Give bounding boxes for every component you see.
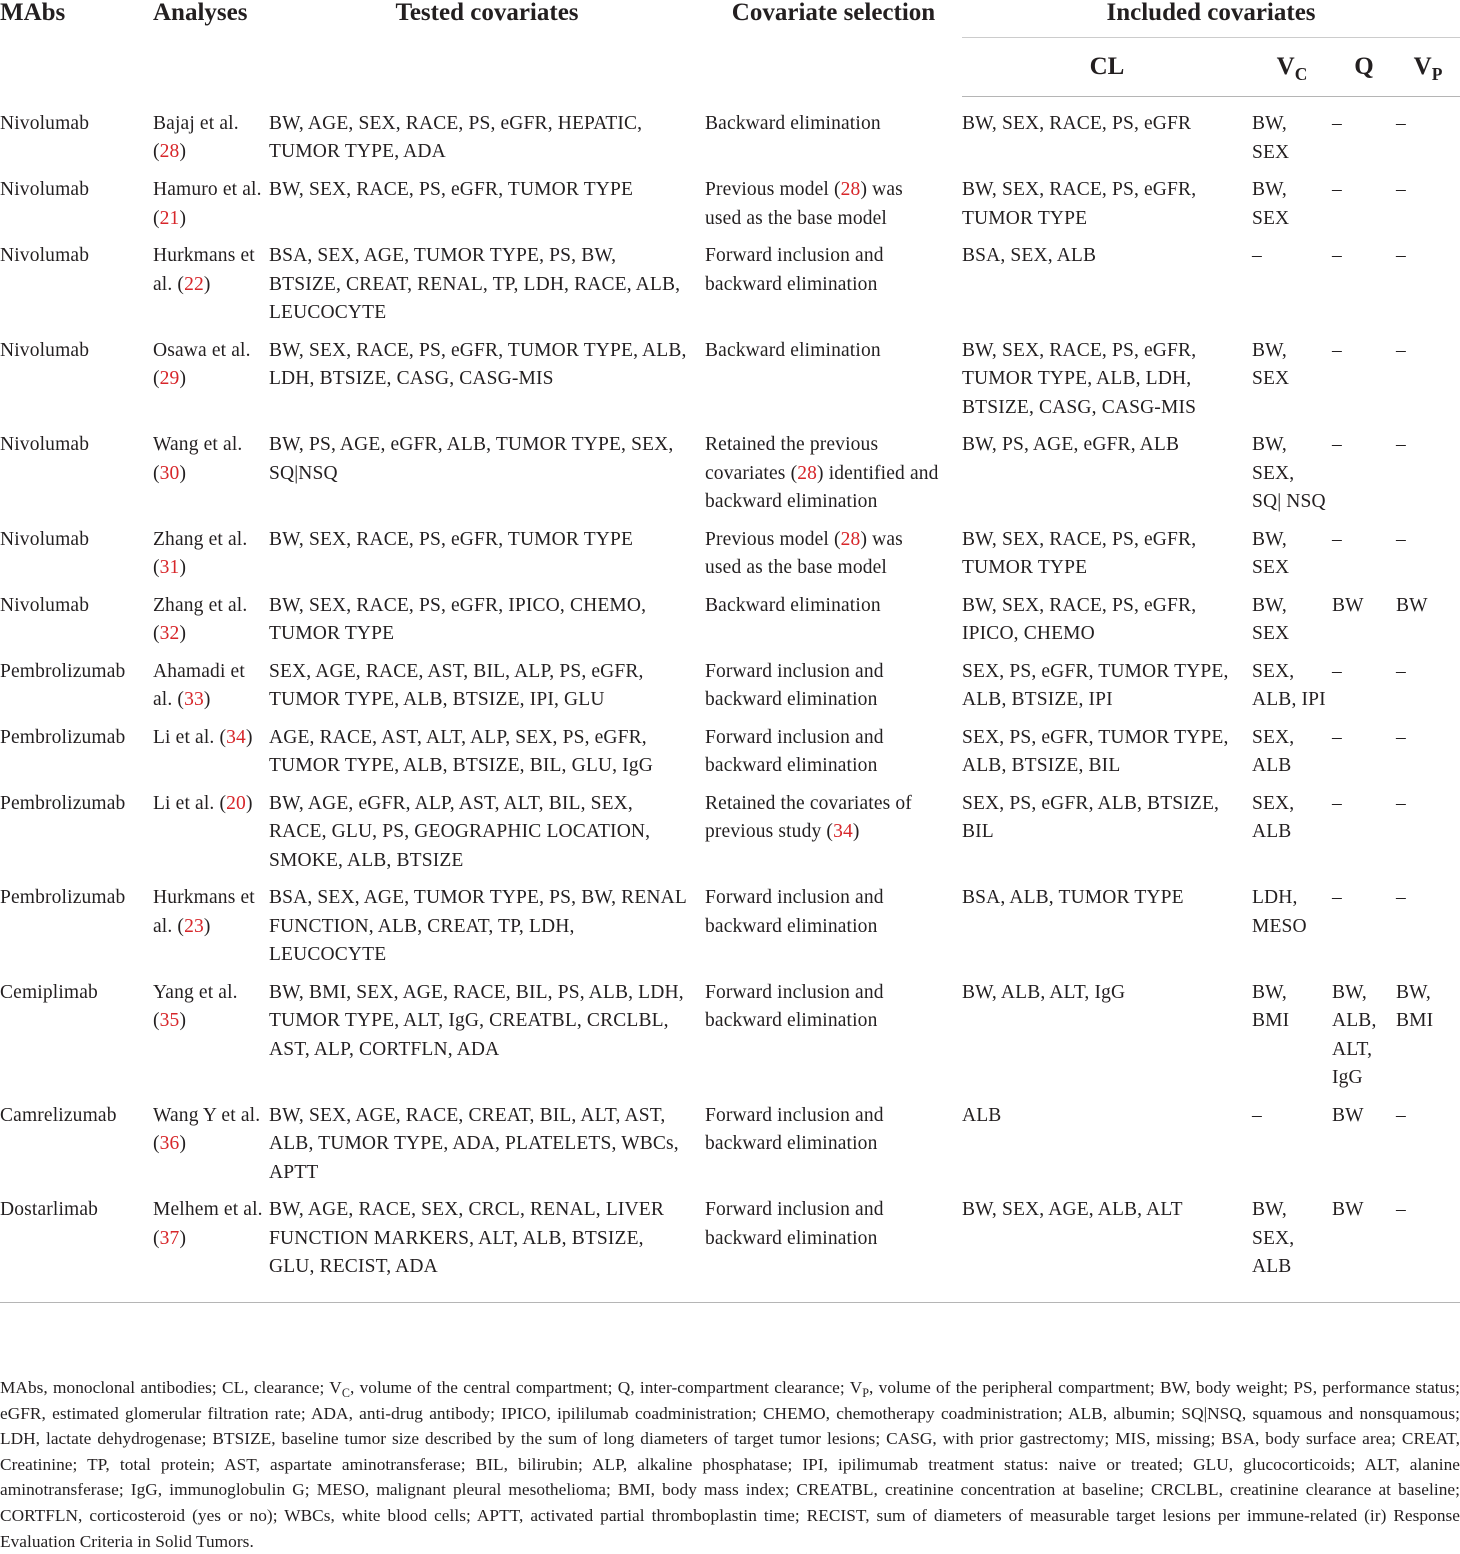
cell-cl: BW, SEX, RACE, PS, eGFR, TUMOR TYPE <box>962 528 1197 578</box>
cell-q: BW <box>1332 1104 1364 1126</box>
cell-vp: – <box>1396 887 1406 908</box>
cell-q: – <box>1332 792 1342 814</box>
cell-analysis: Hurkmans et al. (23) <box>153 887 255 937</box>
cell-covariate-selection <box>705 97 962 177</box>
cell-vc: – <box>1252 1104 1262 1126</box>
header-included-covariates: Included covariates <box>962 0 1460 38</box>
header-q: Q <box>1332 38 1396 97</box>
selection-text: Forward inclusion and backward elimination <box>705 726 884 776</box>
reference-link[interactable]: 21 <box>159 207 180 229</box>
reference-link[interactable]: 28 <box>797 462 818 484</box>
selection-text: Backward elimination <box>705 339 881 361</box>
cell-tested-covariates: AGE, RACE, AST, ALT, ALP, SEX, PS, eGFR, TUMOR TYPE, ALB, BTSIZE, BIL, GLU, IgG <box>269 726 653 776</box>
header-analyses: Analyses <box>153 0 248 26</box>
cell-q: – <box>1332 726 1342 748</box>
cell-mab: Nivolumab <box>0 179 90 200</box>
reference-link[interactable]: 31 <box>159 557 180 578</box>
cell-covariate-selection <box>705 790 962 885</box>
cell-q: – <box>1332 113 1342 134</box>
cell-vc: LDH, MESO <box>1252 887 1307 937</box>
cell-q: – <box>1332 179 1342 200</box>
reference-link[interactable]: 29 <box>159 368 180 389</box>
table-row <box>0 979 1460 1102</box>
cell-mab: Dostarlimab <box>0 1196 153 1302</box>
cell-mab: Nivolumab <box>0 528 90 550</box>
reference-link[interactable]: 22 <box>184 273 204 295</box>
cell-tested-covariates: BSA, SEX, AGE, TUMOR TYPE, PS, BW, RENAL FUNCTION, ALB, CREAT, TP, LDH, LEUCOCYTE <box>269 887 687 965</box>
cell-vc: BW, SEX <box>1252 528 1290 578</box>
analysis-author: Li et al. <box>153 726 215 748</box>
reference-link[interactable]: 34 <box>833 821 853 842</box>
table-row <box>0 526 1460 592</box>
cell-analysis: Li et al. (34) <box>153 726 253 748</box>
header-vc-main: V <box>1276 53 1295 80</box>
selection-text-end: ) was used as the base model <box>705 528 903 578</box>
cell-analysis: Hamuro et al. (21) <box>153 179 262 229</box>
cell-tested-covariates: BW, SEX, AGE, RACE, CREAT, BIL, ALT, AST, ALB, TUMOR TYPE, ADA, PLATELETS, WBCs, APTT <box>269 1104 679 1183</box>
cell-mab: Pembrolizumab <box>0 792 126 814</box>
selection-text: Forward inclusion and backward elimination <box>705 1199 884 1249</box>
header-covariate-selection: Covariate selection <box>731 0 936 26</box>
table-row <box>0 242 1460 337</box>
header-mabs: MAbs <box>0 0 66 26</box>
cell-vp: – <box>1396 660 1406 682</box>
cell-tested-covariates: SEX, AGE, RACE, AST, BIL, ALP, PS, eGFR, TUMOR TYPE, ALB, BTSIZE, IPI, GLU <box>269 660 644 710</box>
table-row <box>0 592 1460 658</box>
selection-text: Retained the covariates of previous study ( <box>705 792 912 842</box>
analysis-author: Hurkmans et al. <box>153 887 255 937</box>
cell-q: – <box>1332 339 1342 361</box>
cell-covariate-selection <box>705 592 962 658</box>
cell-cl: BW, PS, AGE, eGFR, ALB <box>962 434 1180 455</box>
table-row <box>0 337 1460 432</box>
header-vp <box>1396 38 1460 97</box>
cell-mab: Cemiplimab <box>0 981 98 1003</box>
footnote-sub-c: C <box>341 1386 350 1401</box>
cell-cl: BSA, SEX, ALB <box>962 245 1097 266</box>
cell-analysis: Osawa et al. (29) <box>153 339 251 389</box>
cell-mab: Nivolumab <box>0 434 90 455</box>
cell-analysis: Li et al. (20) <box>153 792 253 814</box>
selection-text-end: ) identified and backward elimination <box>705 462 939 512</box>
cell-vc: SEX, ALB <box>1252 726 1295 776</box>
reference-link[interactable]: 28 <box>159 141 180 162</box>
cell-cl: SEX, PS, eGFR, ALB, BTSIZE, BIL <box>962 792 1220 842</box>
cell-cl: BW, SEX, RACE, PS, eGFR <box>962 113 1192 134</box>
table-row <box>0 431 1460 526</box>
selection-text: Forward inclusion and backward elimination <box>705 660 884 710</box>
reference-link[interactable]: 20 <box>226 792 246 814</box>
analysis-author: Zhang et al. <box>153 594 248 616</box>
cell-tested-covariates: BSA, SEX, AGE, TUMOR TYPE, PS, BW, BTSIZE, CREAT, RENAL, TP, LDH, RACE, ALB, LEUCOCYTE <box>269 245 681 323</box>
cell-q: – <box>1332 434 1342 455</box>
analysis-author: Bajaj et al. <box>153 112 239 134</box>
table-row <box>0 790 1460 885</box>
cell-tested-covariates: BW, SEX, RACE, PS, eGFR, TUMOR TYPE <box>269 179 634 200</box>
cell-tested-covariates: BW, AGE, eGFR, ALP, AST, ALT, BIL, SEX, RACE, GLU, PS, GEOGRAPHIC LOCATION, SMOKE, ALB, BTSIZE <box>269 792 651 871</box>
header-vp-sub: P <box>1431 64 1443 85</box>
cell-mab: Nivolumab <box>0 594 90 616</box>
cell-cl: SEX, PS, eGFR, TUMOR TYPE, ALB, BTSIZE, IPI <box>962 660 1229 710</box>
footnote-part1: MAbs, monoclonal antibodies; CL, clearance; V <box>0 1378 342 1397</box>
cell-covariate-selection <box>705 724 962 790</box>
cell-tested-covariates: BW, SEX, RACE, PS, eGFR, IPICO, CHEMO, TUMOR TYPE <box>269 594 647 644</box>
footnote-sub-p: P <box>862 1386 870 1401</box>
cell-vp: – <box>1396 528 1406 550</box>
cell-vc: – <box>1252 245 1262 266</box>
table-row <box>0 884 1460 979</box>
analysis-author: Hamuro et al. <box>153 179 262 200</box>
cell-vc: BW, SEX <box>1252 179 1290 229</box>
table-row <box>0 658 1460 724</box>
cell-vp: – <box>1396 179 1406 200</box>
analysis-author: Hurkmans et al. <box>153 245 255 295</box>
cell-analysis: Ahamadi et al. (33) <box>153 660 245 710</box>
cell-analysis: Zhang et al. (32) <box>153 594 248 644</box>
cell-cl: BW, SEX, RACE, PS, eGFR, TUMOR TYPE, ALB, LDH, BTSIZE, CASG, CASG-MIS <box>962 339 1197 418</box>
footnote-part3: , volume of the peripheral compartment; BW, body weight; PS, performance status; eGFR, estimated glomerular filtration rate; ADA, anti-drug antibody; IPICO, ipililumab coadministration; CHEMO, chemotherapy coadministration; ALB, albumin; SQ|NSQ, squamous and nonsquamous; LDH, lactate dehydrogenase; BTSIZE, baseline tumor size described by the sum of long diameters of target tumor lesions; CASG, with prior gastrectomy; MIS, missing; BSA, body surface area; CREAT, Creatinine; TP, total protein; AST, aspartate aminotransferase; BIL, bilirubin; ALP, alkaline phosphatase; IPI, ipilimumab treatment status: naive or treated; GLU, glucocorticoids; ALT, alanine aminotransferase; IgG, immunoglobulin G; MESO, malignant pleural mesothelioma; BMI, body mass index; CREATBL, creatinine concentration at baseline; CRCLBL, creatinine clearance at baseline; CORTFLN, corticosteroid (yes or no); WBCs, white blood cells; APTT, activated partial thromboplastin time; RECIST, sum of diameters of measurable target lesions per immune-related (ir) Response Evaluation Criteria in Solid Tumors. <box>0 1378 1460 1551</box>
cell-vp: – <box>1396 1104 1406 1126</box>
analysis-author: Wang et al. <box>153 434 243 455</box>
header-vc-sub: C <box>1294 64 1308 85</box>
reference-link[interactable]: 33 <box>184 689 204 710</box>
cell-q: BW <box>1332 594 1364 616</box>
reference-link[interactable]: 30 <box>159 462 180 484</box>
cell-q: – <box>1332 528 1342 550</box>
cell-vp: – <box>1396 113 1406 134</box>
cell-cl: BW, SEX, RACE, PS, eGFR, TUMOR TYPE <box>962 179 1197 229</box>
cell-vc: BW, SEX <box>1252 594 1290 644</box>
table-row <box>0 176 1460 242</box>
cell-mab: Nivolumab <box>0 112 90 134</box>
header-tested-covariates: Tested covariates <box>395 0 579 26</box>
reference-link[interactable]: 28 <box>840 528 861 550</box>
cell-tested-covariates: BW, SEX, RACE, PS, eGFR, TUMOR TYPE <box>269 528 634 550</box>
selection-text: Forward inclusion and backward elimination <box>705 981 884 1031</box>
cell-analysis: Wang et al. (30) <box>153 434 243 484</box>
cell-vc: SEX, ALB, IPI <box>1252 660 1326 710</box>
cell-q: BW <box>1332 1196 1396 1302</box>
analysis-author: Wang Y et al. <box>153 1104 261 1126</box>
selection-text: Forward inclusion and backward elimination <box>705 1104 884 1154</box>
table-row <box>0 97 1460 177</box>
cell-covariate-selection <box>705 176 962 242</box>
cell-mab: Nivolumab <box>0 339 90 361</box>
cell-covariate-selection <box>705 431 962 526</box>
cell-vc: BW, SEX <box>1252 339 1290 389</box>
footnote-part2: , volume of the central compartment; Q, inter-compartment clearance; V <box>349 1378 863 1397</box>
cell-mab: Pembrolizumab <box>0 726 126 748</box>
selection-text: Backward elimination <box>705 594 881 616</box>
cell-tested-covariates: BW, AGE, RACE, SEX, CRCL, RENAL, LIVER FUNCTION MARKERS, ALT, ALB, BTSIZE, GLU, RECIST, ADA <box>269 1196 705 1302</box>
header-cl: CL <box>962 38 1252 97</box>
cell-vp: BW, BMI <box>1396 981 1434 1031</box>
cell-vp: – <box>1396 1196 1460 1302</box>
selection-text-end: ) was used as the base model <box>705 179 903 229</box>
cell-cl: BW, ALB, ALT, IgG <box>962 981 1126 1003</box>
cell-q: – <box>1332 660 1342 682</box>
cell-cl: BW, SEX, AGE, ALB, ALT <box>962 1196 1252 1302</box>
selection-text: Retained the previous covariates ( <box>705 434 879 484</box>
cell-covariate-selection <box>705 979 962 1102</box>
cell-q: – <box>1332 245 1342 266</box>
cell-covariate-selection <box>705 1102 962 1197</box>
cell-vp: – <box>1396 245 1406 266</box>
cell-vp: – <box>1396 726 1406 748</box>
cell-covariate-selection <box>705 526 962 592</box>
analysis-author: Ahamadi et al. <box>153 660 245 710</box>
selection-text: Previous model ( <box>705 528 841 550</box>
cell-vp: – <box>1396 792 1406 814</box>
table-header <box>0 0 1460 97</box>
selection-text: Backward elimination <box>705 112 881 134</box>
selection-text: Previous model ( <box>705 179 841 200</box>
cell-analysis: Bajaj et al. (28) <box>153 112 239 162</box>
cell-vc: BW, SEX <box>1252 113 1290 163</box>
cell-q: BW, ALB, ALT, IgG <box>1332 981 1377 1088</box>
cell-covariate-selection <box>705 658 962 724</box>
cell-mab: Pembrolizumab <box>0 660 126 682</box>
table-body <box>0 97 1460 1303</box>
cell-vp: – <box>1396 434 1406 455</box>
cell-cl: BSA, ALB, TUMOR TYPE <box>962 887 1184 908</box>
cell-vc: BW, SEX, SQ| NSQ <box>1252 434 1326 512</box>
cell-vc: SEX, ALB <box>1252 792 1295 842</box>
reference-link[interactable]: 35 <box>159 1010 180 1031</box>
cell-covariate-selection <box>705 242 962 337</box>
analysis-author: Zhang et al. <box>153 528 248 550</box>
cell-mab: Nivolumab <box>0 245 90 266</box>
table-row <box>0 1196 1460 1302</box>
cell-tested-covariates: BW, AGE, SEX, RACE, PS, eGFR, HEPATIC, TUMOR TYPE, ADA <box>269 112 643 162</box>
reference-link[interactable]: 23 <box>184 915 204 937</box>
cell-analysis: Hurkmans et al. (22) <box>153 245 255 295</box>
cell-vc: BW, BMI <box>1252 981 1290 1031</box>
header-vc <box>1252 38 1332 97</box>
reference-link[interactable]: 28 <box>840 179 861 200</box>
table-row <box>0 724 1460 790</box>
cell-cl: SEX, PS, eGFR, TUMOR TYPE, ALB, BTSIZE, BIL <box>962 726 1229 776</box>
header-vp-main: V <box>1413 53 1432 80</box>
cell-tested-covariates: BW, BMI, SEX, AGE, RACE, BIL, PS, ALB, LDH, TUMOR TYPE, ALT, IgG, CREATBL, CRCLBL, AST, ALP, CORTFLN, ADA <box>269 981 684 1060</box>
cell-analysis: Zhang et al. (31) <box>153 528 248 578</box>
cell-covariate-selection <box>705 884 962 979</box>
reference-link[interactable]: 32 <box>159 623 180 644</box>
analysis-author: Osawa et al. <box>153 339 251 361</box>
table-footnote <box>0 1375 1460 1554</box>
cell-tested-covariates: BW, PS, AGE, eGFR, ALB, TUMOR TYPE, SEX, SQ|NSQ <box>269 434 674 484</box>
selection-text-end: ) <box>852 821 860 842</box>
cell-mab: Pembrolizumab <box>0 887 126 908</box>
cell-analysis: Melhem et al. (37) <box>153 1196 269 1302</box>
cell-q: – <box>1332 887 1342 908</box>
cell-cl: ALB <box>962 1104 1002 1126</box>
cell-vp: – <box>1396 339 1406 361</box>
table-row <box>0 1102 1460 1197</box>
cell-cl: BW, SEX, RACE, PS, eGFR, IPICO, CHEMO <box>962 594 1197 644</box>
analysis-author: Yang et al. <box>153 981 238 1003</box>
reference-link[interactable]: 36 <box>159 1133 180 1154</box>
cell-analysis: Wang Y et al. (36) <box>153 1104 261 1154</box>
cell-vc: BW, SEX, ALB <box>1252 1196 1332 1302</box>
cell-vp: BW <box>1396 594 1428 616</box>
reference-link[interactable]: 37 <box>159 1227 180 1249</box>
analysis-author: Melhem et al. <box>153 1199 263 1220</box>
cell-mab: Camrelizumab <box>0 1104 117 1126</box>
cell-covariate-selection <box>705 1196 962 1302</box>
analysis-author: Li et al. <box>153 792 215 814</box>
cell-analysis: Yang et al. (35) <box>153 981 238 1031</box>
cell-tested-covariates: BW, SEX, RACE, PS, eGFR, TUMOR TYPE, ALB, LDH, BTSIZE, CASG, CASG-MIS <box>269 339 687 389</box>
selection-text: Forward inclusion and backward elimination <box>705 887 884 937</box>
selection-text: Forward inclusion and backward elimination <box>705 245 884 295</box>
reference-link[interactable]: 34 <box>226 726 246 748</box>
cell-covariate-selection <box>705 337 962 432</box>
